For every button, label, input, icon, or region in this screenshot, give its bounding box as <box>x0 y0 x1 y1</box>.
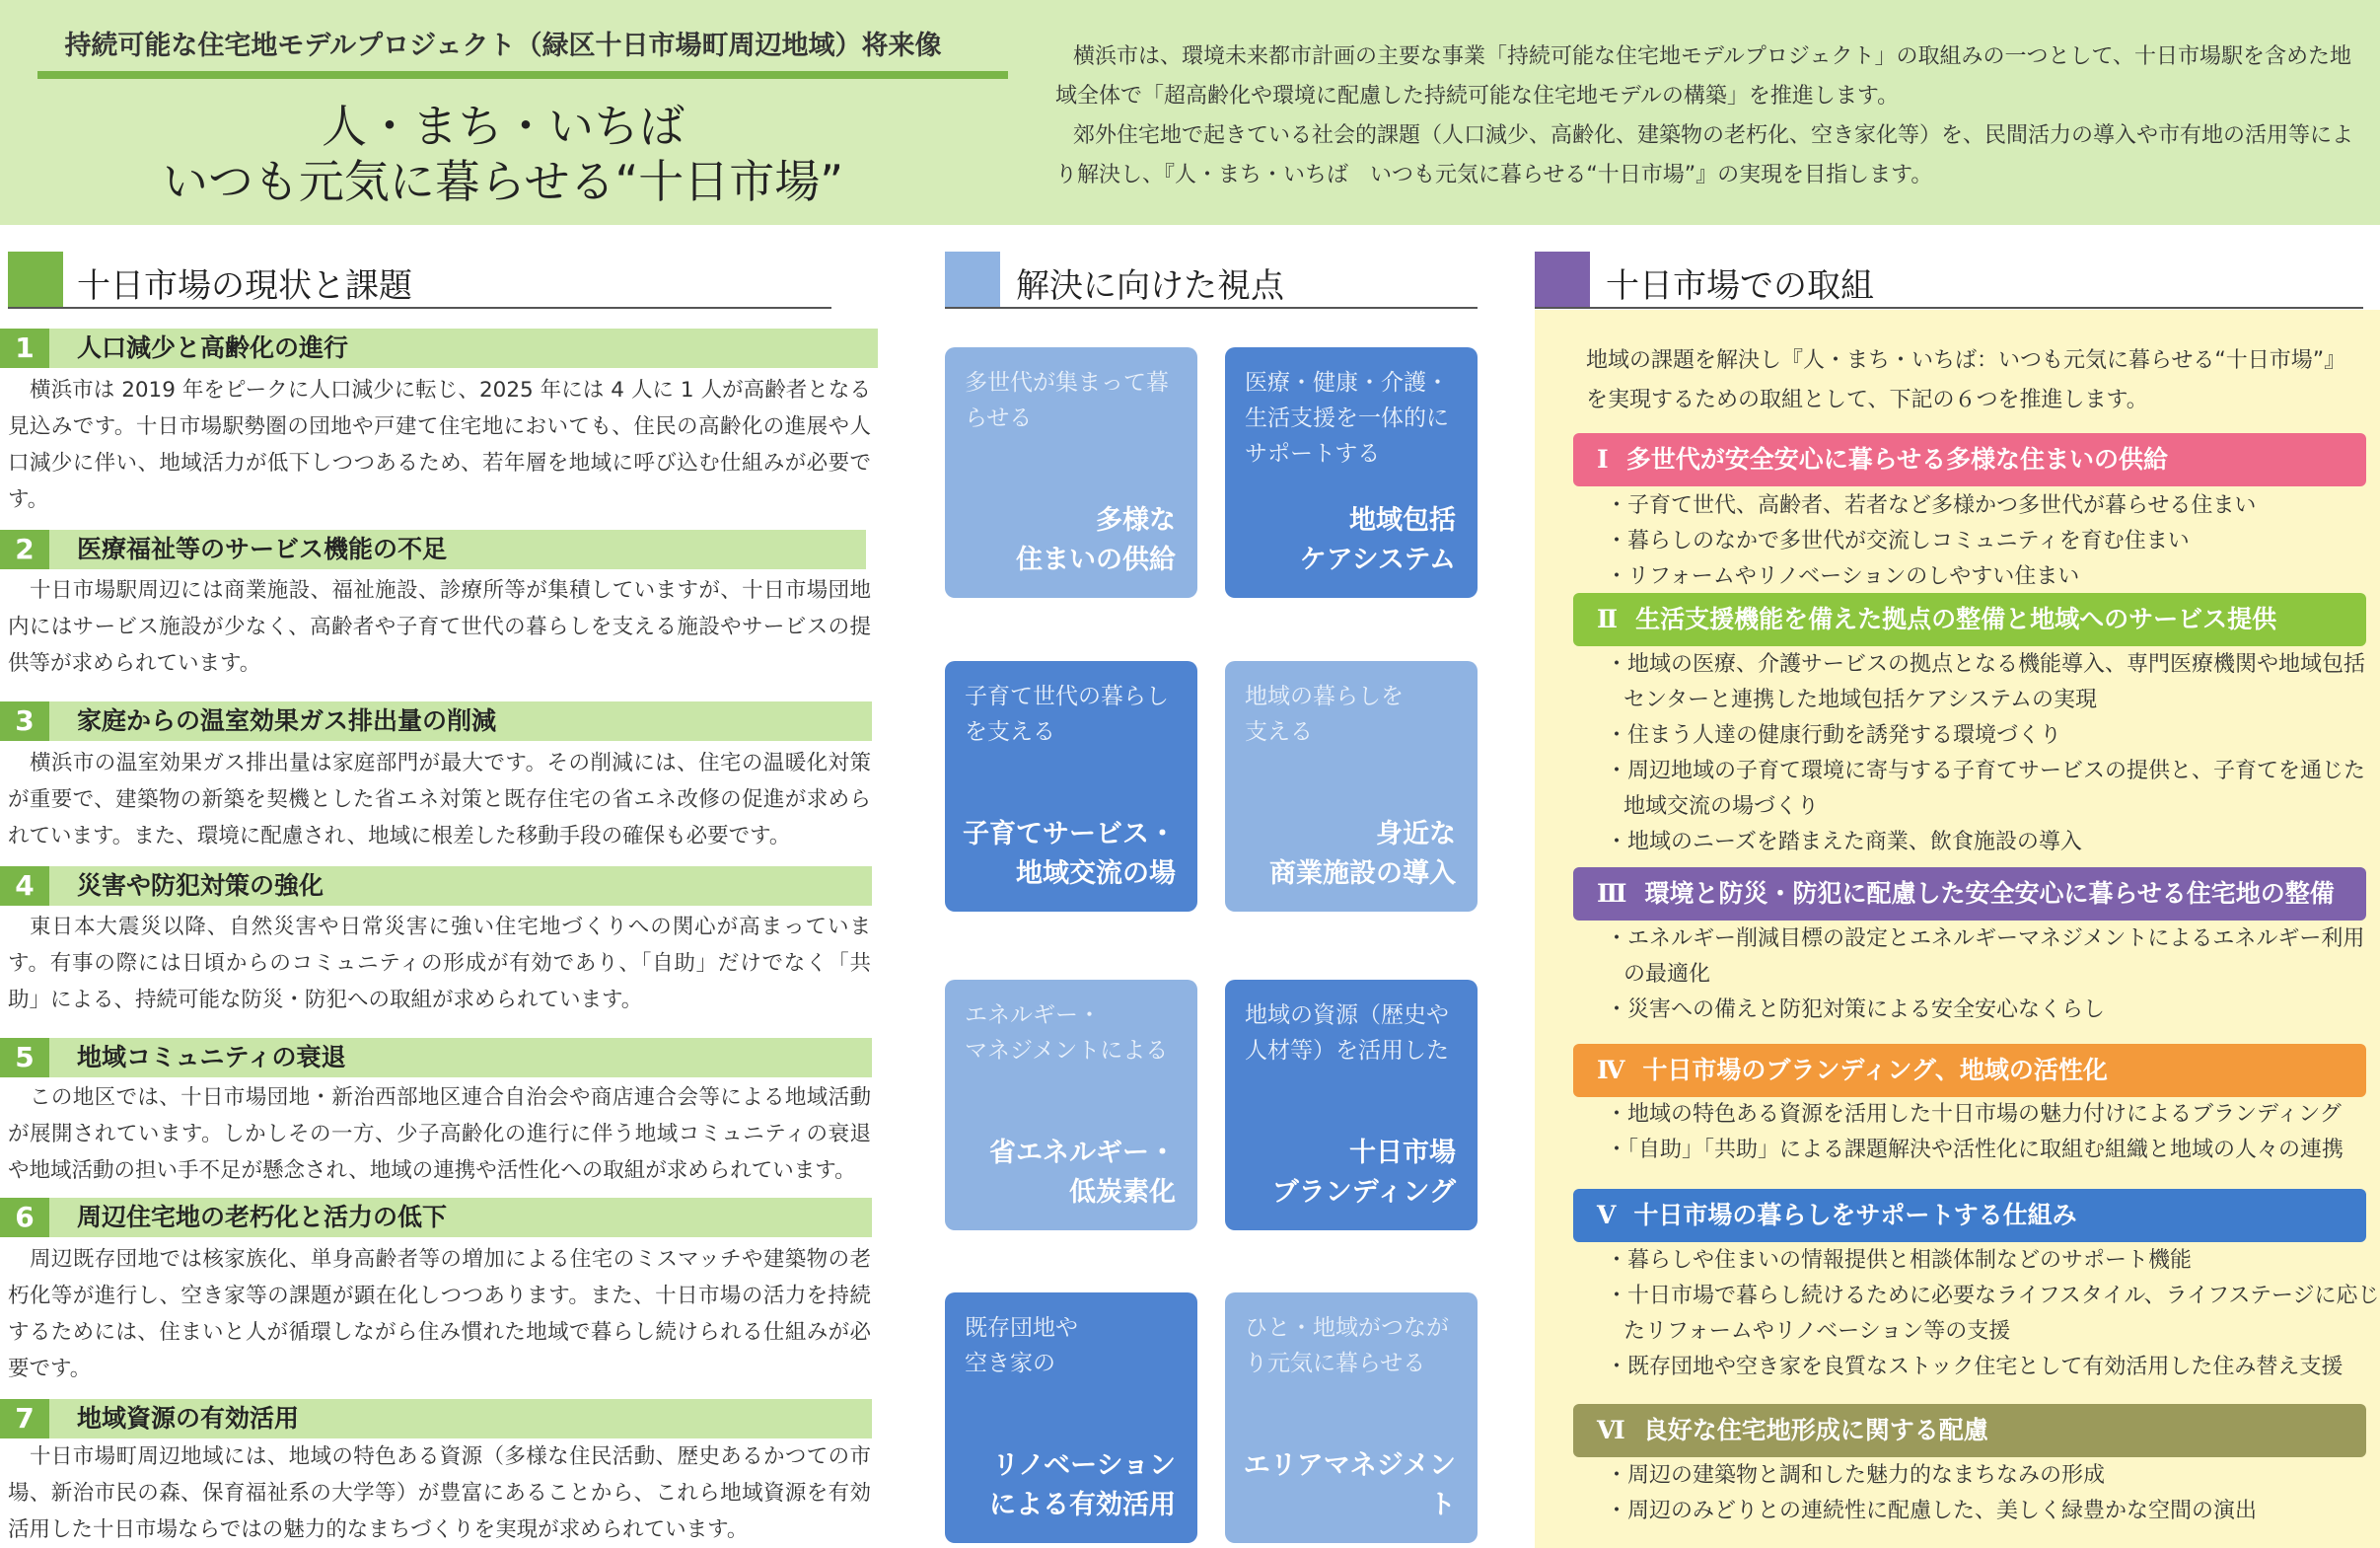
middle-section-title: 解決に向けた視点 <box>1016 266 1284 306</box>
initiative-title-6: 良好な住宅地形成に関する配慮 <box>1642 1416 1988 1444</box>
initiative-1-item-1: ・子育て世代、高齢者、若者など多様かつ多世代が暮らせる住まい <box>1606 493 2257 518</box>
issue-text-2: 十日市場駅周辺には商業施設、福祉施設、診療所等が集積していますが、十日市場団地内にはサービス施設が少なく、高齢者や子育て世代の暮らしを支える施設やサービスの提供等が求められています。 <box>8 578 871 676</box>
header-title-line1: 人・まち・いちば <box>322 100 685 153</box>
issue-number-7: 7 <box>0 1399 49 1438</box>
viewpoint-box-4-caption: 地域の暮らしを 支える <box>1245 684 1404 745</box>
initiative-3-item-2: ・災害への備えと防犯対策による安全安心なくらし <box>1606 997 2106 1022</box>
initiative-number-4: Ⅳ <box>1597 1056 1625 1084</box>
viewpoint-box-6-caption: 地域の資源（歴史や人材等）を活用した <box>1245 1002 1449 1064</box>
viewpoint-box-5-heading: 省エネルギー・ 低炭素化 <box>989 1138 1176 1208</box>
initiative-number-3: Ⅲ <box>1597 879 1627 908</box>
issue-text-4: 東日本大震災以降、自然災害や日常災害に強い住宅地づくりへの関心が高まっています。有事の際には日頃からのコミュニティの形成が有効であり、「自助」だけでなく「共助」による、持続可能な防災・防犯への取組が求められています。 <box>8 915 871 1012</box>
viewpoint-box-8-heading: エリアマネジメント <box>1243 1450 1456 1520</box>
viewpoint-box-3 <box>945 661 1197 912</box>
viewpoint-box-1-caption: 多世代が集まって暮らせる <box>965 370 1169 431</box>
initiative-2-item-2: ・住まう人達の健康行動を誘発する環境づくり <box>1606 723 2062 748</box>
initiative-4-item-1: ・地域の特色ある資源を活用した十日市場の魅力付けによるブランディング <box>1606 1102 2342 1127</box>
viewpoint-box-7-caption: 既存団地や 空き家の <box>965 1315 1078 1376</box>
initiative-header-2 <box>1573 593 2366 646</box>
header-label: 持続可能な住宅地モデルプロジェクト（緑区十日市場町周辺地域）将来像 <box>64 31 942 61</box>
initiative-1-item-3: ・リフォームやリノベーションのしやすい住まい <box>1606 564 2080 589</box>
initiative-number-6: Ⅵ <box>1597 1416 1625 1444</box>
initiative-6-item-2: ・周辺のみどりとの連続性に配慮した、美しく緑豊かな空間の演出 <box>1606 1499 2258 1523</box>
issue-text-7: 十日市場町周辺地域には、地域の特色ある資源（多様な住民活動、歴史あるかつての市場、新治市民の森、保育福祉系の大学等）が豊富にあることから、これら地域資源を有効活用した十日市場ならではの魅力的なまちづくりを実現が求められています。 <box>8 1444 871 1542</box>
initiative-2-item-3: ・周辺地域の子育て環境に寄与する子育てサービスの提供と、子育てを通じた地域交流の場づくり <box>1606 759 2366 819</box>
left-section-underline <box>8 307 831 309</box>
issue-text-6: 周辺既存団地では核家族化、単身高齢者等の増加による住宅のミスマッチや建築物の老朽化等が進行し、空き家等の課題が顕在化しつつあります。また、十日市場の活力を持続するためには、住まいと人が循環しながら住み慣れた地域で暮らし続けられる仕組みが必要です。 <box>8 1247 871 1381</box>
viewpoint-box-5-caption: エネルギー・ マネジメントによる <box>965 1002 1169 1064</box>
viewpoint-box-4-heading: 身近な 商業施設の導入 <box>1269 819 1456 889</box>
initiative-header-5 <box>1573 1189 2366 1242</box>
viewpoint-box-6-heading: 十日市場 ブランディング <box>1271 1138 1456 1208</box>
initiative-header-1 <box>1573 433 2366 486</box>
header-divider <box>37 71 1008 79</box>
middle-section-underline <box>945 307 1478 309</box>
issue-text-3: 横浜市の温室効果ガス排出量は家庭部門が最大です。その削減には、住宅の温暖化対策が重要で、建築物の新築を契機とした省エネ対策と既存住宅の省エネ改修の促進が求められています。また、環境に配慮され、地域に根差した移動手段の確保も必要です。 <box>8 751 871 848</box>
issue-title-3: 家庭からの温室効果ガス排出量の削減 <box>77 706 497 735</box>
initiative-header-6 <box>1573 1404 2366 1457</box>
issue-title-6: 周辺住宅地の老朽化と活力の低下 <box>77 1203 448 1231</box>
viewpoint-box-8 <box>1225 1292 1478 1543</box>
initiatives-intro: 地域の課題を解決し『人・まち・いちば：いつも元気に暮らせる“十日市場”』を実現するための取組として、下記の６つを推進します。 <box>1586 348 2346 412</box>
middle-section-marker <box>945 252 1000 307</box>
initiative-title-1: 多世代が安全安心に暮らせる多様な住まいの供給 <box>1625 445 2168 474</box>
viewpoint-box-3-caption: 子育て世代の暮らしを支える <box>965 684 1169 745</box>
initiative-title-2: 生活支援機能を備えた拠点の整備と地域へのサービス提供 <box>1635 605 2277 633</box>
header-paragraph-1: 横浜市は、環境未来都市計画の主要な事業「持続可能な住宅地モデルプロジェクト」の取組みの一つとして、十日市場駅を含めた地域全体で「超高齢化や環境に配慮した持続可能な住宅地モデルの構築」を推進します。 <box>1055 44 2352 109</box>
viewpoint-box-7 <box>945 1292 1197 1543</box>
left-section-title: 十日市場の現状と課題 <box>77 266 412 306</box>
viewpoint-box-1-heading: 多様な 住まいの供給 <box>1016 505 1176 575</box>
issue-title-7: 地域資源の有効活用 <box>77 1404 300 1433</box>
initiative-number-5: Ⅴ <box>1597 1201 1617 1229</box>
viewpoint-box-8-caption: ひと・地域がつながり元気に暮らせる <box>1245 1315 1449 1376</box>
issue-title-1: 人口減少と高齢化の進行 <box>77 333 349 362</box>
issue-title-4: 災害や防犯対策の強化 <box>77 871 325 900</box>
initiative-2-item-1: ・地域の医療、介護サービスの拠点となる機能導入、専門医療機関や地域包括センターと連携した地域包括ケアシステムの実現 <box>1606 652 2366 712</box>
issue-title-2: 医療福祉等のサービス機能の不足 <box>77 535 448 563</box>
initiative-number-1: Ⅰ <box>1597 445 1609 474</box>
initiative-3-item-1: ・エネルギー削減目標の設定とエネルギーマネジメントによるエネルギー利用の最適化 <box>1606 926 2365 987</box>
viewpoint-box-3-heading: 子育てサービス・ 地域交流の場 <box>963 819 1176 889</box>
right-section-underline <box>1535 307 2363 309</box>
initiative-1-item-2: ・暮らしのなかで多世代が交流しコミュニティを育む住まい <box>1606 529 2190 553</box>
initiative-title-5: 十日市場の暮らしをサポートする仕組み <box>1633 1201 2077 1229</box>
viewpoint-box-2-heading: 地域包括 ケアシステム <box>1299 505 1456 575</box>
viewpoint-box-2-caption: 医療・健康・介護・生活支援を一体的にサポートする <box>1245 370 1449 467</box>
initiative-5-item-2: ・十日市場で暮らし続けるために必要なライフスタイル、ライフステージに応じたリフォームやリノベーション等の支援 <box>1606 1284 2380 1344</box>
issue-text-1: 横浜市は 2019 年をピークに人口減少に転じ、2025 年には 4 人に 1 人が高齢者となる見込みです。十日市場駅勢圏の団地や戸建て住宅地においても、住民の高齢化の進展や人口減少に伴い、地域活力が低下しつつあるため、若年層を地域に呼び込む仕組みが必要です。 <box>8 378 871 512</box>
header-paragraph-2: 郊外住宅地で起きている社会的課題（人口減少、高齢化、建築物の老朽化、空き家化等）を、民間活力の導入や市有地の活用等により解決し、『人・まち・いちば いつも元気に暮らせる“十日市場”』の実現を目指します。 <box>1055 123 2354 187</box>
header-title-line2: いつも元気に暮らせる“十日市場” <box>162 155 844 208</box>
left-section-marker <box>8 252 63 307</box>
issue-number-2: 2 <box>0 530 49 569</box>
viewpoint-box-7-heading: リノベーション による有効活用 <box>989 1450 1176 1520</box>
viewpoint-box-6 <box>1225 980 1478 1230</box>
viewpoint-box-2 <box>1225 347 1478 598</box>
initiative-2-item-4: ・地域のニーズを踏まえた商業、飲食施設の導入 <box>1606 830 2082 854</box>
initiative-6-item-1: ・周辺の建築物と調和した魅力的なまちなみの形成 <box>1606 1463 2106 1488</box>
initiative-4-item-2: ・「自助」「共助」による課題解決や活性化に取組む組織と地域の人々の連携 <box>1606 1138 2344 1162</box>
initiative-title-4: 十日市場のブランディング、地域の活性化 <box>1642 1056 2108 1084</box>
initiative-header-4 <box>1573 1044 2366 1097</box>
issue-number-4: 4 <box>0 866 49 906</box>
initiative-5-item-3: ・既存団地や空き家を良質なストック住宅として有効活用した住み替え支援 <box>1606 1355 2344 1379</box>
viewpoint-box-1 <box>945 347 1197 598</box>
issue-text-5: この地区では、十日市場団地・新治西部地区連合自治会や商店連合会等による地域活動が展開されています。しかしその一方、少子高齢化の進行に伴う地域コミュニティの衰退や地域活動の担い手不足が懸念され、地域の連携や活性化への取組が求められています。 <box>8 1085 871 1183</box>
initiative-title-3: 環境と防災・防犯に配慮した安全安心に暮らせる住宅地の整備 <box>1644 879 2335 908</box>
viewpoint-box-5 <box>945 980 1197 1230</box>
right-section-marker <box>1535 252 1590 307</box>
initiative-5-item-1: ・暮らしや住まいの情報提供と相談体制などのサポート機能 <box>1606 1248 2193 1273</box>
issue-number-5: 5 <box>0 1038 49 1077</box>
viewpoint-box-4 <box>1225 661 1478 912</box>
issue-number-1: 1 <box>0 329 49 368</box>
issue-title-5: 地域コミュニティの衰退 <box>77 1043 346 1071</box>
right-section-title: 十日市場での取組 <box>1606 266 1874 306</box>
initiative-number-2: Ⅱ <box>1597 605 1619 633</box>
initiative-header-3 <box>1573 867 2366 921</box>
issue-number-3: 3 <box>0 701 49 741</box>
issue-number-6: 6 <box>0 1198 49 1237</box>
